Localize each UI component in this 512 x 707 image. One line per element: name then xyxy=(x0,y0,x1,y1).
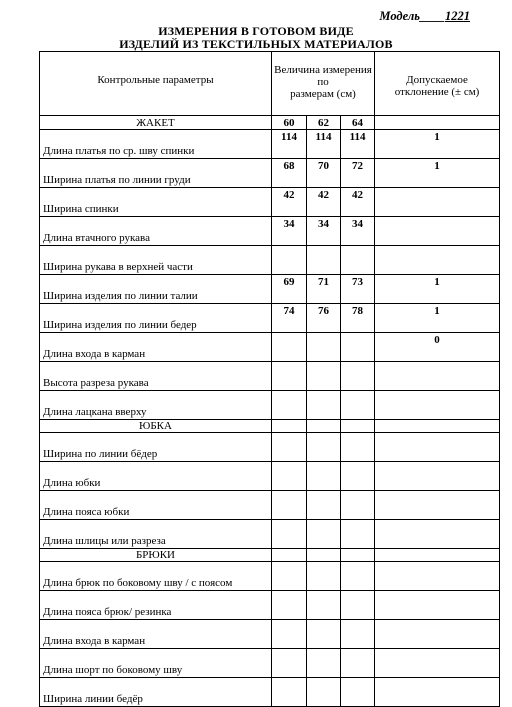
empty-cell xyxy=(307,591,341,620)
size-value: 42 xyxy=(341,188,375,217)
param-label: Длина лацкана вверху xyxy=(40,391,272,420)
table-row xyxy=(40,333,500,362)
empty-cell xyxy=(341,620,375,649)
empty-cell xyxy=(375,433,500,462)
tolerance-value xyxy=(375,362,500,391)
measure-header xyxy=(272,52,375,116)
empty-cell xyxy=(375,649,500,678)
tolerance-header xyxy=(375,52,500,116)
tolerance-header-line2: отклонение (± см) xyxy=(394,85,480,98)
tolerance-value xyxy=(375,391,500,420)
size-value: 114 xyxy=(307,130,341,159)
size-header: 64 xyxy=(341,116,375,130)
model-number xyxy=(379,9,470,24)
empty-cell xyxy=(307,549,341,562)
table-row xyxy=(40,246,500,275)
empty-cell xyxy=(272,649,307,678)
table-row xyxy=(40,391,500,420)
table-row xyxy=(40,678,500,707)
tolerance-value: 0 xyxy=(375,333,500,362)
model-blank: ____ xyxy=(420,9,445,23)
size-value xyxy=(272,333,307,362)
size-value: 69 xyxy=(272,275,307,304)
model-value: 1221 xyxy=(445,9,470,23)
empty-cell xyxy=(272,420,307,433)
section-label-jacket: ЖАКЕТ xyxy=(40,116,272,130)
empty-cell xyxy=(272,562,307,591)
param-label: Ширина рукава в верхней части xyxy=(40,246,272,275)
table-row xyxy=(40,562,500,591)
size-value: 114 xyxy=(341,130,375,159)
size-value xyxy=(272,391,307,420)
empty-cell xyxy=(375,678,500,707)
param-label: Высота разреза рукава xyxy=(40,362,272,391)
empty-cell xyxy=(272,591,307,620)
param-label: Длина входа в карман xyxy=(40,620,272,649)
param-label: Длина втачного рукава xyxy=(40,217,272,246)
size-value xyxy=(307,246,341,275)
model-label: Модель xyxy=(379,9,420,23)
param-label: Ширина линии бедёр xyxy=(40,678,272,707)
section-row-skirt xyxy=(40,420,500,433)
empty-cell xyxy=(307,620,341,649)
section-label-trousers: БРЮКИ xyxy=(40,549,272,562)
table-row xyxy=(40,362,500,391)
empty-cell xyxy=(307,562,341,591)
size-value: 71 xyxy=(307,275,341,304)
empty-cell xyxy=(375,116,500,130)
param-label: Длина пояса брюк/ резинка xyxy=(40,591,272,620)
empty-cell xyxy=(375,562,500,591)
param-label: Длина брюк по боковому шву / с поясом xyxy=(40,562,272,591)
size-value xyxy=(341,333,375,362)
size-value xyxy=(341,246,375,275)
size-value xyxy=(272,246,307,275)
size-value xyxy=(307,333,341,362)
empty-cell xyxy=(272,620,307,649)
empty-cell xyxy=(341,462,375,491)
param-label: Длина шорт по боковому шву xyxy=(40,649,272,678)
table-row xyxy=(40,591,500,620)
tolerance-value xyxy=(375,217,500,246)
table-row xyxy=(40,649,500,678)
size-value: 114 xyxy=(272,130,307,159)
table-row xyxy=(40,130,500,159)
empty-cell xyxy=(272,678,307,707)
size-value: 73 xyxy=(341,275,375,304)
empty-cell xyxy=(272,433,307,462)
measure-header-line1: Величина измерения по xyxy=(274,63,372,88)
tolerance-value xyxy=(375,246,500,275)
size-value: 70 xyxy=(307,159,341,188)
empty-cell xyxy=(341,562,375,591)
empty-cell xyxy=(272,491,307,520)
params-header: Контрольные параметры xyxy=(40,52,272,116)
empty-cell xyxy=(375,520,500,549)
size-value: 74 xyxy=(272,304,307,333)
empty-cell xyxy=(341,591,375,620)
table-row xyxy=(40,304,500,333)
empty-cell xyxy=(341,549,375,562)
empty-cell xyxy=(272,549,307,562)
param-label: Длина пояса юбки xyxy=(40,491,272,520)
empty-cell xyxy=(307,520,341,549)
empty-cell xyxy=(375,620,500,649)
size-value xyxy=(307,391,341,420)
table-row xyxy=(40,433,500,462)
param-label: Ширина изделия по линии талии xyxy=(40,275,272,304)
param-label: Длина платья по ср. шву спинки xyxy=(40,130,272,159)
size-header: 62 xyxy=(307,116,341,130)
tolerance-header-line1: Допускаемое xyxy=(406,73,468,86)
tolerance-value: 1 xyxy=(375,159,500,188)
param-label: Длина входа в карман xyxy=(40,333,272,362)
empty-cell xyxy=(375,420,500,433)
empty-cell xyxy=(307,462,341,491)
empty-cell xyxy=(307,649,341,678)
size-value: 34 xyxy=(341,217,375,246)
tolerance-value: 1 xyxy=(375,130,500,159)
empty-cell xyxy=(375,491,500,520)
table-row xyxy=(40,491,500,520)
param-label: Ширина спинки xyxy=(40,188,272,217)
param-label: Ширина изделия по линии бедер xyxy=(40,304,272,333)
measure-header-line2: размерам (см) xyxy=(290,87,356,100)
tolerance-value: 1 xyxy=(375,275,500,304)
empty-cell xyxy=(341,420,375,433)
size-value xyxy=(272,362,307,391)
size-value: 42 xyxy=(307,188,341,217)
document-title-line1: ИЗМЕРЕНИЯ В ГОТОВОМ ВИДЕ xyxy=(158,24,354,38)
table-row xyxy=(40,462,500,491)
table-row xyxy=(40,620,500,649)
empty-cell xyxy=(307,433,341,462)
empty-cell xyxy=(272,520,307,549)
empty-cell xyxy=(375,591,500,620)
param-label: Длина юбки xyxy=(40,462,272,491)
size-value: 78 xyxy=(341,304,375,333)
empty-cell xyxy=(341,491,375,520)
param-label: Длина шлицы или разреза xyxy=(40,520,272,549)
table-row xyxy=(40,188,500,217)
size-value: 76 xyxy=(307,304,341,333)
size-value xyxy=(307,362,341,391)
table-row xyxy=(40,275,500,304)
empty-cell xyxy=(272,462,307,491)
tolerance-value: 1 xyxy=(375,304,500,333)
table-row xyxy=(40,520,500,549)
empty-cell xyxy=(307,420,341,433)
empty-cell xyxy=(375,462,500,491)
size-value: 34 xyxy=(272,217,307,246)
size-value: 68 xyxy=(272,159,307,188)
size-value xyxy=(341,362,375,391)
empty-cell xyxy=(375,549,500,562)
table-header-row xyxy=(40,52,500,116)
section-label-skirt: ЮБКА xyxy=(40,420,272,433)
section-row-jacket xyxy=(40,116,500,130)
param-label: Ширина по линии бёдер xyxy=(40,433,272,462)
empty-cell xyxy=(341,520,375,549)
size-value: 72 xyxy=(341,159,375,188)
document-title-line2: ИЗДЕЛИЙ ИЗ ТЕКСТИЛЬНЫХ МАТЕРИАЛОВ xyxy=(119,37,393,51)
empty-cell xyxy=(341,649,375,678)
size-value: 34 xyxy=(307,217,341,246)
size-value xyxy=(341,391,375,420)
measurements-table xyxy=(39,51,500,707)
tolerance-value xyxy=(375,188,500,217)
empty-cell xyxy=(307,678,341,707)
table-row xyxy=(40,159,500,188)
empty-cell xyxy=(341,433,375,462)
param-label: Ширина платья по линии груди xyxy=(40,159,272,188)
size-header: 60 xyxy=(272,116,307,130)
section-row-trousers xyxy=(40,549,500,562)
empty-cell xyxy=(341,678,375,707)
size-value: 42 xyxy=(272,188,307,217)
table-row xyxy=(40,217,500,246)
empty-cell xyxy=(307,491,341,520)
